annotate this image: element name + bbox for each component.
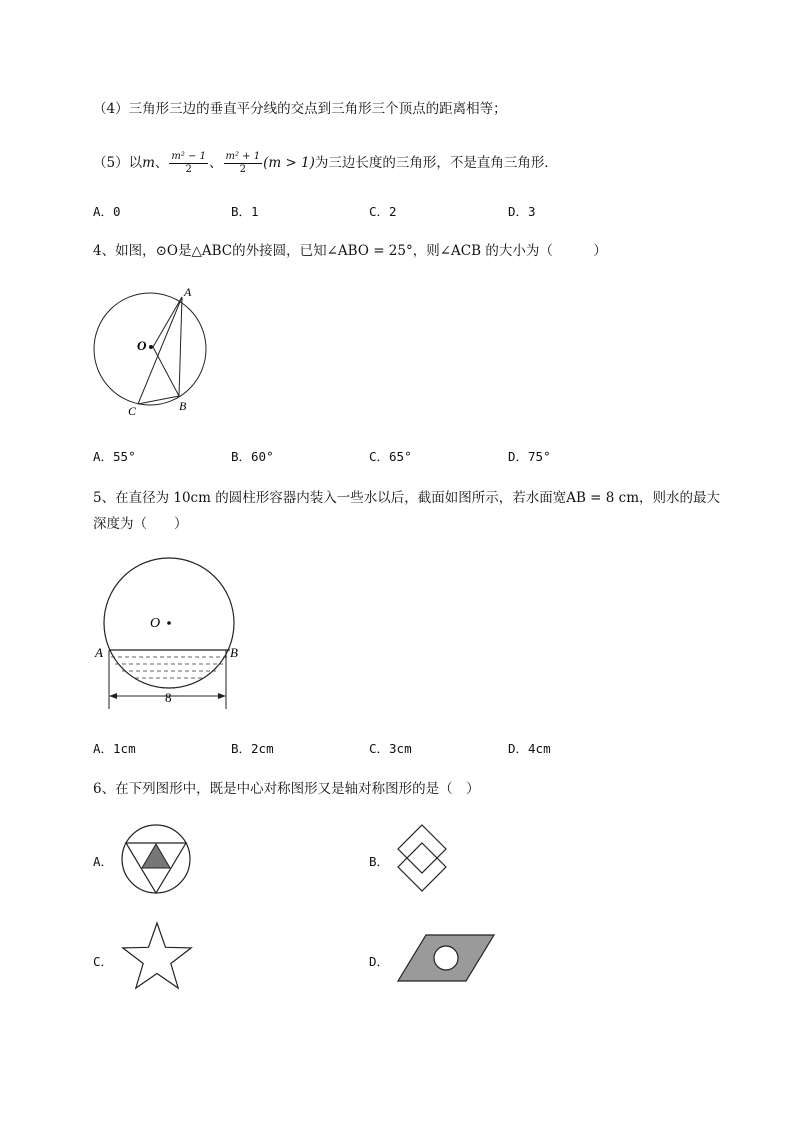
label-b: B: [230, 645, 238, 660]
q3-item5-prefix: （5）以: [93, 155, 143, 171]
circumcircle: [94, 293, 206, 405]
q4-figure: [88, 284, 218, 418]
q6-option-a-label[interactable]: A．: [93, 854, 114, 869]
q5-figure: [90, 556, 250, 714]
segment-oa: [153, 297, 182, 347]
center-point: [149, 345, 153, 349]
frac2-den: 2: [239, 164, 246, 175]
arrow-left: [109, 693, 117, 699]
label-o: O: [137, 338, 147, 353]
center-point: [167, 621, 171, 625]
q4-option-b[interactable]: B．60°: [231, 449, 274, 464]
arrow-right: [218, 693, 226, 699]
frac1-den: 2: [185, 164, 192, 175]
q6-figure-d[interactable]: [396, 933, 498, 985]
q3-option-a[interactable]: A．0: [93, 204, 121, 219]
q6-option-b-label[interactable]: B．: [369, 854, 390, 869]
q5-stem-line1: 5、在直径为 10cm 的圆柱形容器内装入一些水以后，截面如图所示，若水面宽AB = 8 cm，则水的最大: [93, 490, 721, 506]
q6-stem: 6、在下列图形中，既是中心对称图形又是轴对称图形的是（ ）: [93, 781, 480, 797]
q3-item5-suffix: 为三边长度的三角形，不是直角三角形．: [314, 155, 558, 171]
q6-figure-a[interactable]: [120, 823, 194, 897]
inner-shaded-triangle: [142, 844, 170, 868]
q4-option-a[interactable]: A．55°: [93, 449, 136, 464]
q6-option-c-label[interactable]: C．: [93, 954, 114, 969]
q3-item4: （4）三角形三边的垂直平分线的交点到三角形三个顶点的距离相等；: [93, 101, 507, 117]
q3-item5-frac1: [169, 151, 208, 176]
frac2-num: m² + 1: [225, 151, 261, 162]
q6-figure-b[interactable]: [394, 823, 452, 895]
q3-item5: [93, 151, 558, 176]
q3-item5-m: m: [142, 155, 155, 171]
center-hole: [434, 946, 458, 970]
q5-option-c[interactable]: C．3cm: [369, 741, 412, 756]
label-o: O: [150, 616, 161, 631]
q6-figure-c[interactable]: [117, 921, 197, 993]
q3-item5-frac2: [224, 151, 263, 176]
label-width: 8: [165, 690, 172, 705]
q6-option-d-label[interactable]: D．: [369, 954, 390, 969]
q4-option-c[interactable]: C．65°: [369, 449, 412, 464]
q3-item5-sep2: 、: [209, 155, 223, 171]
segment-ab: [179, 297, 182, 396]
label-b: B: [179, 399, 187, 413]
lower-square: [398, 843, 446, 891]
q5-stem-line2: 深度为（ ）: [93, 516, 188, 532]
q4-stem: 4、如图，⊙O是△ABC的外接圆，已知∠ABO = 25°，则∠ACB 的大小为（ ）: [93, 243, 607, 259]
q3-item5-cond: (m > 1): [263, 155, 315, 171]
q3-item5-sep: 、: [154, 155, 169, 171]
q5-option-a[interactable]: A．1cm: [93, 741, 136, 756]
five-point-star: [123, 923, 191, 988]
q3-option-b[interactable]: B．1: [231, 204, 259, 219]
upper-square: [398, 825, 446, 873]
q5-option-b[interactable]: B．2cm: [231, 741, 274, 756]
frac1-num: m² − 1: [171, 151, 206, 162]
label-c: C: [128, 404, 137, 418]
q5-option-d[interactable]: D．4cm: [508, 741, 551, 756]
label-a: A: [184, 285, 192, 299]
q3-option-c[interactable]: C．2: [369, 204, 397, 219]
q3-option-d[interactable]: D．3: [508, 204, 536, 219]
q4-option-d[interactable]: D．75°: [508, 449, 551, 464]
label-a: A: [95, 645, 103, 660]
segment-ob: [153, 347, 179, 396]
